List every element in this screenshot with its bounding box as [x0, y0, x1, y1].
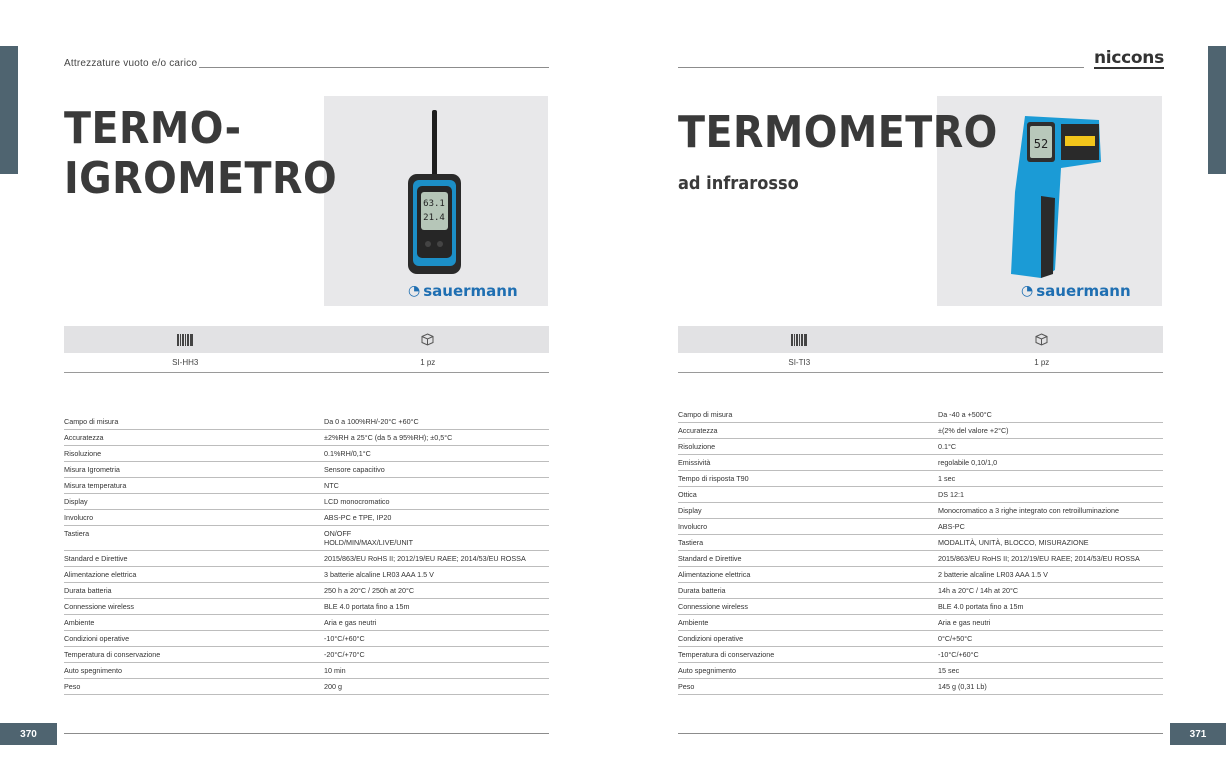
sauermann-logo-right: ◔ sauermann — [1021, 282, 1131, 300]
product-qty: 1 pz — [1034, 358, 1050, 367]
spec-value — [324, 615, 549, 631]
spec-key: Temperatura di conservazione — [678, 650, 775, 659]
spec-value — [324, 446, 549, 462]
spec-value — [938, 535, 1163, 551]
spec-value — [324, 510, 549, 526]
spec-key: Risoluzione — [678, 442, 716, 451]
spec-value — [324, 462, 549, 478]
spec-row — [64, 631, 549, 647]
spec-row — [64, 446, 549, 462]
spec-value — [938, 487, 1163, 503]
spec-row — [678, 471, 1163, 487]
spec-value — [938, 647, 1163, 663]
spec-value — [938, 615, 1163, 631]
spec-row — [678, 551, 1163, 567]
spec-row — [678, 503, 1163, 519]
spec-value-line: MODALITÀ, UNITÀ, BLOCCO, MISURAZIONE — [938, 538, 1089, 547]
spec-value-line: 14h a 20°C / 14h at 20°C — [938, 586, 1019, 595]
spec-value-line: ABS-PC e TPE, IP20 — [324, 513, 392, 522]
info-header-right — [678, 326, 1163, 353]
niccons-logo: niccons — [1094, 48, 1164, 68]
spec-table-left — [64, 414, 549, 695]
spec-row — [678, 423, 1163, 439]
spec-key: Tastiera — [64, 529, 90, 538]
spec-row — [64, 462, 549, 478]
product-subtitle-right: ad infrarosso — [678, 173, 799, 194]
spec-row — [64, 583, 549, 599]
spec-key: Emissività — [678, 458, 711, 467]
spec-row — [678, 535, 1163, 551]
ir-reading: 52 — [1033, 137, 1049, 151]
spec-key: Durata batteria — [64, 586, 112, 595]
info-header-left — [64, 326, 549, 353]
spec-value — [938, 503, 1163, 519]
spec-row — [64, 647, 549, 663]
spec-key: Alimentazione elettrica — [678, 570, 751, 579]
spec-row — [678, 647, 1163, 663]
spec-row — [678, 663, 1163, 679]
package-icon — [921, 326, 1164, 353]
spec-key: Auto spegnimento — [678, 666, 736, 675]
page-number-left: 370 — [0, 723, 57, 745]
spec-value — [324, 478, 549, 494]
spec-row — [678, 631, 1163, 647]
spec-row — [678, 439, 1163, 455]
spec-key: Accuratezza — [678, 426, 718, 435]
spec-value — [324, 647, 549, 663]
footer-rule-right — [678, 733, 1163, 734]
spec-key: Accuratezza — [64, 433, 104, 442]
spec-value — [938, 583, 1163, 599]
spec-row — [64, 551, 549, 567]
spec-value-line: regolabile 0,10/1,0 — [938, 458, 998, 467]
spec-key: Condizioni operative — [64, 634, 130, 643]
spec-value-line: DS 12:1 — [938, 490, 964, 499]
running-head: Attrezzature vuoto e/o carico — [64, 58, 198, 69]
spec-key: Campo di misura — [678, 410, 733, 419]
spec-value — [938, 567, 1163, 583]
spec-value — [938, 551, 1163, 567]
spec-row — [64, 599, 549, 615]
spec-key: Campo di misura — [64, 417, 119, 426]
spec-value-line: ±2%RH a 25°C (da 5 a 95%RH); ±0,5°C — [324, 433, 453, 442]
spec-key: Peso — [64, 682, 81, 691]
spec-key: Auto spegnimento — [64, 666, 122, 675]
spec-value-line: 15 sec — [938, 666, 960, 675]
spec-value — [324, 551, 549, 567]
sauermann-logo-icon: ◔ — [408, 283, 421, 299]
left-edge-tab — [0, 46, 18, 174]
spec-key: Involucro — [64, 513, 94, 522]
spec-value — [938, 631, 1163, 647]
spec-value-line: 0°C/+50°C — [938, 634, 973, 643]
spec-value-line: BLE 4.0 portata fino a 15m — [938, 602, 1024, 611]
sauermann-logo-icon: ◔ — [1021, 283, 1034, 299]
spec-value-line: 10 min — [324, 666, 346, 675]
spec-key: Temperatura di conservazione — [64, 650, 161, 659]
spec-key: Ambiente — [64, 618, 95, 627]
spec-value-line: 0.1%RH/0,1°C — [324, 449, 371, 458]
spec-value-line: 250 h a 20°C / 250h at 20°C — [324, 586, 415, 595]
hygro-reading-1: 63.1 — [423, 199, 445, 209]
spec-value — [324, 526, 549, 551]
product-photo-hygrometer — [324, 96, 548, 306]
product-qty: 1 pz — [420, 358, 436, 367]
spec-value — [938, 423, 1163, 439]
spec-value-line: BLE 4.0 portata fino a 15m — [324, 602, 410, 611]
page-number-right: 371 — [1170, 723, 1226, 745]
spec-key: Standard e Direttive — [678, 554, 742, 563]
spec-row — [64, 663, 549, 679]
spec-key: Standard e Direttive — [64, 554, 128, 563]
spec-value — [324, 599, 549, 615]
spec-value — [324, 631, 549, 647]
spec-key: Condizioni operative — [678, 634, 744, 643]
barcode-icon — [64, 326, 307, 353]
spec-key: Alimentazione elettrica — [64, 570, 137, 579]
spec-row — [64, 510, 549, 526]
spec-value-line: -10°C/+60°C — [938, 650, 979, 659]
spec-key: Connessione wireless — [678, 602, 748, 611]
spec-row — [678, 455, 1163, 471]
spec-row — [64, 567, 549, 583]
barcode-icon — [678, 326, 921, 353]
spec-row — [678, 487, 1163, 503]
spec-row — [678, 583, 1163, 599]
spec-value — [324, 414, 549, 430]
spec-key: Peso — [678, 682, 695, 691]
sauermann-logo-left: ◔ sauermann — [408, 282, 518, 300]
spec-value — [324, 663, 549, 679]
spec-value — [938, 663, 1163, 679]
spec-row — [678, 599, 1163, 615]
spec-key: Display — [678, 506, 702, 515]
spec-value-line: 2 batterie alcaline LR03 AAA 1.5 V — [938, 570, 1048, 579]
spec-row — [64, 526, 549, 551]
spec-value — [938, 439, 1163, 455]
spec-value-line: Sensore capacitivo — [324, 465, 385, 474]
product-code: SI-HH3 — [172, 358, 199, 367]
spec-value-line: 2015/863/EU RoHS II; 2012/19/EU RAEE; 2014/53/EU ROSSA — [938, 554, 1140, 563]
product-title-left: TERMO- IGROMETRO — [64, 103, 338, 204]
spec-key: Misura Igrometria — [64, 465, 120, 474]
spec-value-line: 2015/863/EU RoHS II; 2012/19/EU RAEE; 2014/53/EU ROSSA — [324, 554, 526, 563]
spec-row — [678, 567, 1163, 583]
spec-row — [64, 679, 549, 695]
spec-row — [64, 478, 549, 494]
spec-key: Risoluzione — [64, 449, 102, 458]
hygrometer-illustration — [324, 96, 548, 306]
info-row-left — [64, 353, 549, 373]
spec-value — [324, 583, 549, 599]
spec-row — [678, 679, 1163, 695]
spec-value-line: ON/OFF — [324, 529, 352, 538]
spec-value — [324, 679, 549, 695]
spec-value-line: 1 sec — [938, 474, 956, 483]
spec-value-line: NTC — [324, 481, 339, 490]
spec-value-line: 0.1°C — [938, 442, 957, 451]
spec-value-line: -10°C/+60°C — [324, 634, 365, 643]
spec-row — [678, 407, 1163, 423]
spec-value — [938, 519, 1163, 535]
spec-key: Misura temperatura — [64, 481, 127, 490]
spec-table-right — [678, 407, 1163, 695]
spec-value — [938, 599, 1163, 615]
product-title-right: TERMOMETRO — [678, 107, 998, 158]
info-row-right — [678, 353, 1163, 373]
spec-value-line: Monocromatico a 3 righe integrato con retroilluminazione — [938, 506, 1119, 515]
spec-key: Tempo di risposta T90 — [678, 474, 749, 483]
spec-row — [64, 430, 549, 446]
spec-row — [64, 414, 549, 430]
spec-value — [324, 430, 549, 446]
spec-key: Tastiera — [678, 538, 704, 547]
spec-row — [64, 615, 549, 631]
spec-row — [678, 615, 1163, 631]
footer-rule-left — [64, 733, 549, 734]
spec-key: Connessione wireless — [64, 602, 134, 611]
spec-value — [324, 494, 549, 510]
hygro-reading-2: 21.4 — [423, 213, 445, 223]
spec-value-line: ±(2% del valore +2°C) — [938, 426, 1009, 435]
spec-value-line: LCD monocromatico — [324, 497, 390, 506]
right-edge-tab — [1208, 46, 1226, 174]
spec-value — [938, 455, 1163, 471]
header-rule — [199, 67, 549, 68]
spec-value-line: Da -40 a +500°C — [938, 410, 992, 419]
spec-value-line: Aria e gas neutri — [324, 618, 377, 627]
spec-value-line: ABS-PC — [938, 522, 965, 531]
spec-value-line: 200 g — [324, 682, 342, 691]
spec-value-line: -20°C/+70°C — [324, 650, 365, 659]
spec-value — [324, 567, 549, 583]
spec-key: Display — [64, 497, 88, 506]
spec-row — [64, 494, 549, 510]
spec-value-line: 3 batterie alcaline LR03 AAA 1.5 V — [324, 570, 434, 579]
spec-value — [938, 471, 1163, 487]
package-icon — [307, 326, 550, 353]
spec-key: Durata batteria — [678, 586, 726, 595]
spec-value-line: Aria e gas neutri — [938, 618, 991, 627]
spec-value — [938, 407, 1163, 423]
spec-key: Ottica — [678, 490, 697, 499]
spec-row — [678, 519, 1163, 535]
spec-value-line: 145 g (0,31 Lb) — [938, 682, 987, 691]
spec-value-line: HOLD/MIN/MAX/LIVE/UNIT — [324, 538, 414, 547]
spec-key: Involucro — [678, 522, 708, 531]
product-code: SI-TI3 — [788, 358, 811, 367]
spec-key: Ambiente — [678, 618, 709, 627]
spec-value — [938, 679, 1163, 695]
spec-value-line: Da 0 a 100%RH/-20°C +60°C — [324, 417, 419, 426]
header-rule-right — [678, 67, 1084, 68]
